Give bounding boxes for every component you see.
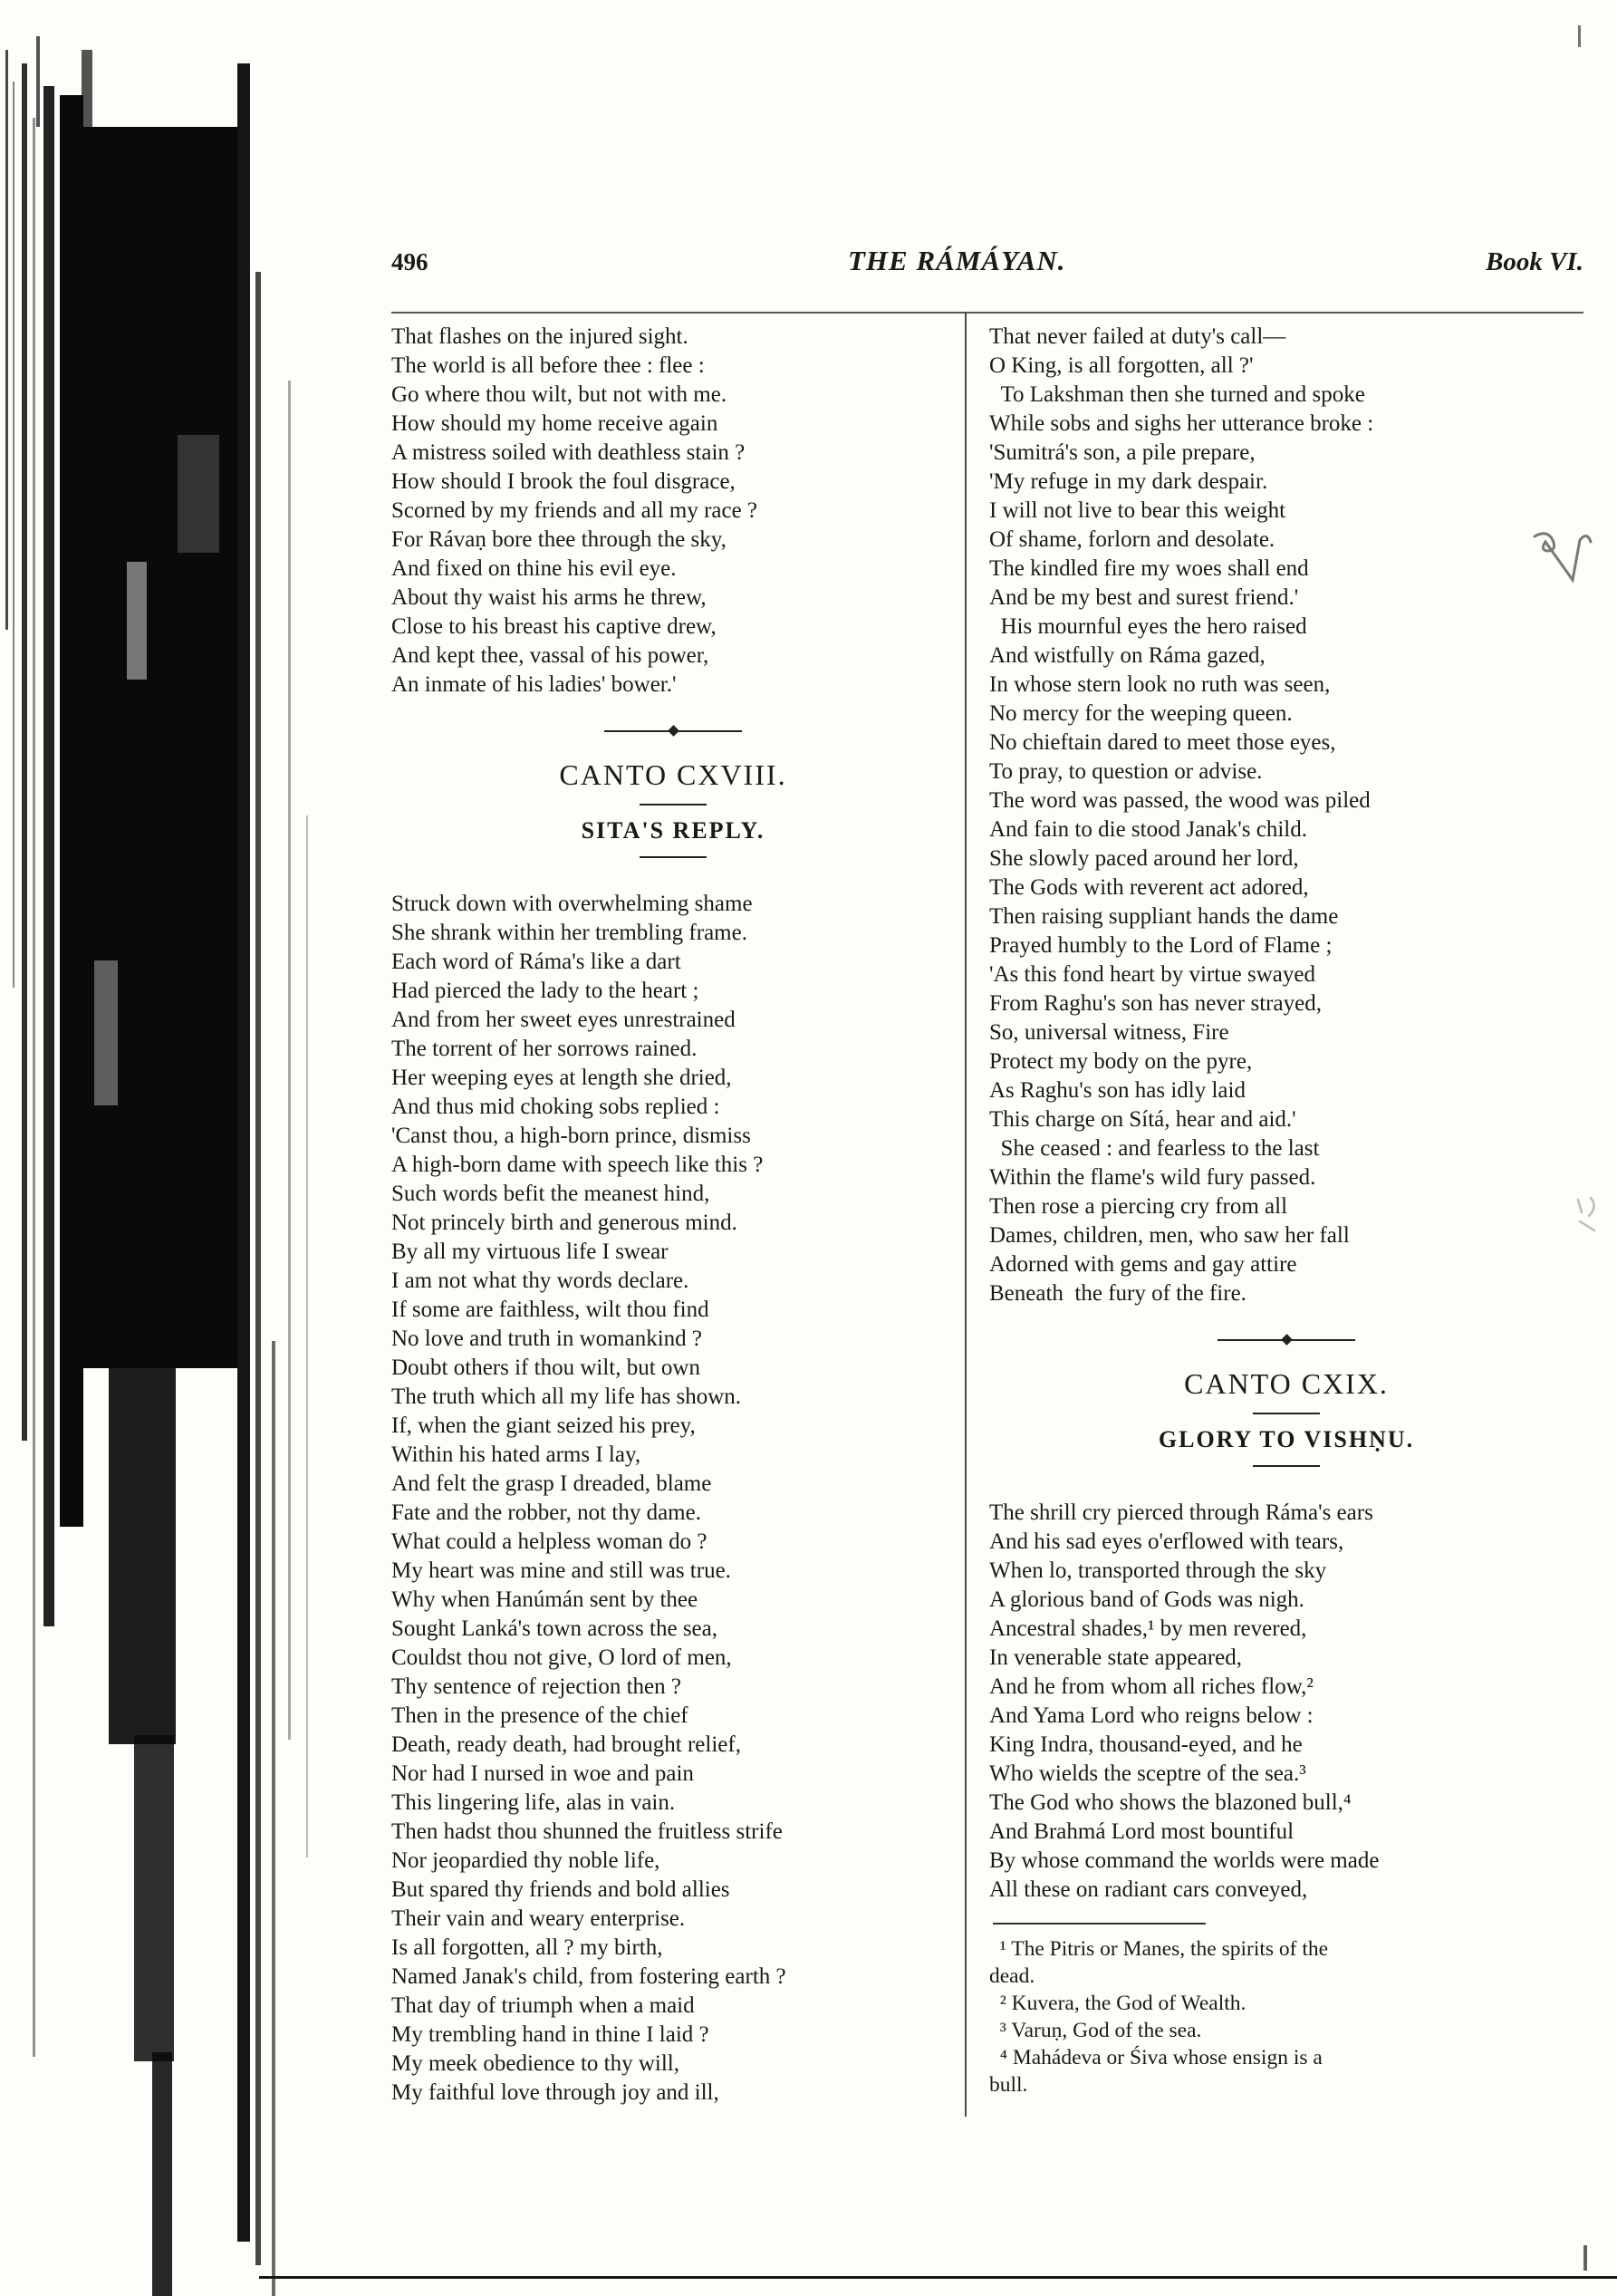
- poem-line: The word was passed, the wood was piled: [989, 788, 1371, 813]
- poem-canto-118: [391, 890, 955, 2108]
- poem-line: I am not what thy words declare.: [391, 1269, 689, 1293]
- poem-line: An inmate of his ladies' bower.': [391, 672, 677, 697]
- poem-line: Nor had I nursed in woe and pain: [391, 1761, 694, 1786]
- poem-line: King Indra, thousand-eyed, and he: [989, 1732, 1303, 1757]
- poem-line: In venerable state appeared,: [989, 1645, 1243, 1670]
- poem-line: Couldst thou not give, O lord of men,: [391, 1645, 732, 1670]
- poem-line: And wistfully on Ráma gazed,: [989, 643, 1266, 668]
- ornament-line: [676, 730, 743, 732]
- poem-line: If, when the giant seized his prey,: [391, 1413, 696, 1438]
- poem-line: Sought Lanká's town across the sea,: [391, 1616, 717, 1641]
- poem-line: Prayed humbly to the Lord of Flame ;: [989, 933, 1333, 958]
- scan-artifact-streak: [288, 381, 291, 1740]
- poem-line: A high-born dame with speech like this ?: [391, 1153, 764, 1177]
- poem-line: Protect my body on the pyre,: [989, 1049, 1253, 1074]
- poem-line: Nor jeopardied thy noble life,: [391, 1848, 660, 1873]
- pencil-mark: [1529, 527, 1596, 587]
- scan-artifact-streak: [83, 127, 237, 1368]
- poem-line: She slowly paced around her lord,: [989, 846, 1299, 871]
- poem-line: A glorious band of Gods was nigh.: [989, 1587, 1304, 1612]
- poem-line: No love and truth in womankind ?: [391, 1326, 702, 1351]
- poem-line: Death, ready death, had brought relief,: [391, 1732, 741, 1757]
- poem-line: Ancestral shades,¹ by men revered,: [989, 1616, 1307, 1641]
- poem-line: Scorned by my friends and all my race ?: [391, 498, 758, 523]
- footnote-line: ¹ The Pitris or Manes, the spirits of the: [989, 1937, 1329, 1961]
- scan-artifact-streak: [109, 1364, 176, 1744]
- scan-artifact-streak: [134, 1735, 174, 2061]
- poem-line: A mistress soiled with deathless stain ?: [391, 440, 746, 465]
- ornament-rule: [604, 727, 742, 735]
- poem-line: My faithful love through joy and ill,: [391, 2080, 719, 2105]
- poem-line: As Raghu's son has idly laid: [989, 1078, 1246, 1103]
- heading-rule: [1253, 1413, 1320, 1414]
- scan-artifact-streak: [33, 118, 35, 2057]
- poem-line: Not princely birth and generous mind.: [391, 1211, 737, 1235]
- scan-artifact-streak: [178, 435, 219, 553]
- poem-line: Named Janak's child, from fostering earth ?: [391, 1964, 786, 1989]
- footnote-line: ² Kuvera, the God of Wealth.: [989, 1992, 1246, 2015]
- scan-artifact-streak: [306, 815, 308, 1857]
- canto-title: CANTO CXVIII.: [559, 758, 787, 791]
- poem-line: Beneath the fury of the fire.: [989, 1281, 1246, 1306]
- poem-line: About thy waist his arms he threw,: [391, 585, 707, 610]
- poem-line: Doubt others if thou wilt, but own: [391, 1355, 700, 1380]
- poem-line: In whose stern look no ruth was seen,: [989, 672, 1331, 697]
- poem-line: Within his hated arms I lay,: [391, 1442, 641, 1467]
- poem-line: How should my home receive again: [391, 411, 718, 436]
- poem-line: My meek obedience to thy will,: [391, 2051, 679, 2076]
- poem-line: Is all forgotten, all ? my birth,: [391, 1935, 663, 1960]
- poem-line: I will not live to bear this weight: [989, 498, 1286, 523]
- poem-line: And fixed on thine his evil eye.: [391, 556, 677, 581]
- heading-rule: [1253, 1465, 1320, 1467]
- scan-artifact-streak: [255, 272, 261, 2265]
- scan-bottom-edge: [259, 2276, 1617, 2279]
- scan-artifact-streak: [272, 1341, 275, 2296]
- poem-line: 'Canst thou, a high-born prince, dismiss: [391, 1124, 751, 1148]
- poem-line: What could a helpless woman do ?: [391, 1529, 707, 1554]
- scan-artifacts: [0, 0, 380, 2296]
- poem-line: To Lakshman then she turned and spoke: [989, 382, 1365, 407]
- poem-line: Each word of Ráma's like a dart: [391, 950, 681, 974]
- poem-line: Dames, children, men, who saw her fall: [989, 1223, 1350, 1248]
- footnote-line: dead.: [989, 1964, 1035, 1988]
- page-number: 496: [391, 248, 428, 275]
- poem-line: That flashes on the injured sight.: [391, 324, 688, 349]
- scan-corner-mark: [1583, 2245, 1587, 2271]
- poem-line: When lo, transported through the sky: [989, 1558, 1327, 1583]
- scan-artifact-streak: [22, 63, 27, 1441]
- poem-line: And thus mid choking sobs replied :: [391, 1095, 720, 1119]
- poem-line: Such words befit the meanest hind,: [391, 1182, 710, 1206]
- left-column: [391, 323, 955, 2108]
- footnote-line: ⁴ Mahádeva or Śiva whose ensign is a: [989, 2046, 1323, 2069]
- poem-line: This charge on Sítá, hear and aid.': [989, 1107, 1296, 1132]
- poem-line: His mournful eyes the hero raised: [989, 614, 1307, 639]
- footnote-line: ³ Varuṇ, God of the sea.: [989, 2019, 1202, 2042]
- scan-artifact-streak: [94, 960, 118, 1105]
- scan-artifact-streak: [152, 2052, 172, 2296]
- scan-artifact-streak: [36, 36, 40, 127]
- poem-line: And Yama Lord who reigns below :: [989, 1703, 1314, 1728]
- poem-line: Then in the presence of the chief: [391, 1703, 688, 1728]
- poem-line: To pray, to question or advise.: [989, 759, 1263, 784]
- scan-artifact-streak: [43, 86, 54, 1626]
- poem-line: My heart was mine and still was true.: [391, 1558, 731, 1583]
- poem-line: The Gods with reverent act adored,: [989, 875, 1309, 900]
- header-rule: [391, 312, 1583, 314]
- poem-line: So, universal witness, Fire: [989, 1020, 1229, 1045]
- poem-line: Then rose a piercing cry from all: [989, 1194, 1288, 1219]
- poem-line: Go where thou wilt, but not with me.: [391, 382, 727, 407]
- footnotes: [989, 1935, 1583, 2098]
- poem-line: While sobs and sighs her utterance broke :: [989, 411, 1374, 436]
- poem-line: Thy sentence of rejection then ?: [391, 1674, 681, 1699]
- poem-line: By all my virtuous life I swear: [391, 1240, 669, 1264]
- heading-rule: [640, 804, 707, 806]
- poem-line: And fain to die stood Janak's child.: [989, 817, 1307, 842]
- poem-line: And be my best and surest friend.': [989, 585, 1299, 610]
- poem-line: Fate and the robber, not thy dame.: [391, 1500, 701, 1525]
- poem-line: Adorned with gems and gay attire: [989, 1252, 1297, 1277]
- poem-line: By whose command the worlds were made: [989, 1848, 1380, 1873]
- poem-line: Close to his breast his captive drew,: [391, 614, 717, 639]
- poem-line: But spared thy friends and bold allies: [391, 1877, 730, 1902]
- poem-line: That day of triumph when a maid: [391, 1993, 695, 2018]
- poem-line: The shrill cry pierced through Ráma's ears: [989, 1500, 1373, 1525]
- poem-line: If some are faithless, wilt thou find: [391, 1298, 709, 1322]
- scan-artifact-streak: [13, 82, 14, 988]
- canto-119-heading-block: [989, 1308, 1583, 1499]
- page-header: [391, 245, 1583, 277]
- poem-line: She ceased : and fearless to the last: [989, 1136, 1320, 1161]
- canto-118-heading-block: [391, 699, 955, 890]
- poem-line: The God who shows the blazoned bull,⁴: [989, 1790, 1352, 1815]
- poem-line: Why when Hanúmán sent by thee: [391, 1587, 698, 1612]
- poem-line: Her weeping eyes at length she dried,: [391, 1066, 732, 1090]
- running-title: THE RÁMÁYAN.: [847, 245, 1066, 276]
- poem-line: And his sad eyes o'erflowed with tears,: [989, 1529, 1344, 1554]
- poem-line: Struck down with overwhelming shame: [391, 892, 753, 916]
- poem-line: Had pierced the lady to the heart ;: [391, 979, 699, 1003]
- poem-line: Who wields the sceptre of the sea.³: [989, 1761, 1306, 1786]
- poem-line: The truth which all my life has shown.: [391, 1384, 742, 1409]
- poem-canto-118-continued: [989, 323, 1583, 1308]
- poem-line: And from her sweet eyes unrestrained: [391, 1008, 736, 1032]
- ornament-diamond-icon: [668, 725, 679, 737]
- poem-line: Then raising suppliant hands the dame: [989, 904, 1339, 929]
- heading-rule: [640, 856, 707, 858]
- ornament-rule: [1218, 1336, 1355, 1344]
- poem-line: The kindled fire my woes shall end: [989, 556, 1309, 581]
- ornament-diamond-icon: [1281, 1334, 1293, 1346]
- stanza-continuation: [391, 323, 955, 699]
- footnote-line: bull.: [989, 2073, 1028, 2097]
- pencil-mark-small: [1573, 1194, 1603, 1234]
- poem-line: The world is all before thee : flee :: [391, 353, 705, 378]
- poem-line: 'As this fond heart by virtue swayed: [989, 962, 1315, 987]
- poem-line: Their vain and weary enterprise.: [391, 1906, 686, 1931]
- poem-line: Within the flame's wild fury passed.: [989, 1165, 1316, 1190]
- poem-line: O King, is all forgotten, all ?': [989, 353, 1254, 378]
- poem-line: And Brahmá Lord most bountiful: [989, 1819, 1295, 1844]
- ornament-line: [604, 730, 671, 732]
- canto-title: CANTO CXIX.: [1184, 1367, 1389, 1400]
- poem-line: From Raghu's son has never strayed,: [989, 991, 1322, 1016]
- ornament-line: [1218, 1339, 1285, 1341]
- poem-line: All these on radiant cars conveyed,: [989, 1877, 1308, 1902]
- right-column: [989, 323, 1583, 2098]
- poem-line: My trembling hand in thine I laid ?: [391, 2022, 709, 2047]
- canto-subtitle: GLORY TO VISHṆU.: [1158, 1426, 1415, 1452]
- poem-line: 'Sumitrá's son, a pile prepare,: [989, 440, 1256, 465]
- poem-line: Then hadst thou shunned the fruitless strife: [391, 1819, 783, 1844]
- poem-line: That never failed at duty's call—: [989, 324, 1286, 349]
- poem-line: This lingering life, alas in vain.: [391, 1790, 676, 1815]
- poem-line: 'My refuge in my dark despair.: [989, 469, 1268, 494]
- column-divider: [965, 312, 967, 2117]
- canto-subtitle: SITA'S REPLY.: [581, 817, 765, 844]
- poem-line: And kept thee, vassal of his power,: [391, 643, 709, 668]
- ornament-line: [1289, 1339, 1356, 1341]
- poem-canto-119: [989, 1499, 1583, 1905]
- scan-artifact-streak: [5, 50, 8, 630]
- scan-artifact-streak: [60, 95, 83, 1527]
- poem-line: How should I brook the foul disgrace,: [391, 469, 736, 494]
- scan-artifact-streak: [82, 50, 92, 131]
- poem-line: And felt the grasp I dreaded, blame: [391, 1471, 712, 1496]
- scan-artifact-streak: [237, 63, 250, 2242]
- book-label: Book VI.: [1486, 247, 1583, 276]
- poem-line: For Rávaṇ bore thee through the sky,: [391, 527, 727, 552]
- scan-artifact-streak: [127, 562, 147, 680]
- poem-line: She shrank within her trembling frame.: [391, 921, 747, 945]
- poem-line: No mercy for the weeping queen.: [989, 701, 1293, 726]
- poem-line: Of shame, forlorn and desolate.: [989, 527, 1275, 552]
- poem-line: The torrent of her sorrows rained.: [391, 1037, 698, 1061]
- scan-corner-mark: [1578, 25, 1581, 47]
- poem-line: And he from whom all riches flow,²: [989, 1674, 1314, 1699]
- poem-line: No chieftain dared to meet those eyes,: [989, 730, 1336, 755]
- footnote-rule: [993, 1923, 1206, 1925]
